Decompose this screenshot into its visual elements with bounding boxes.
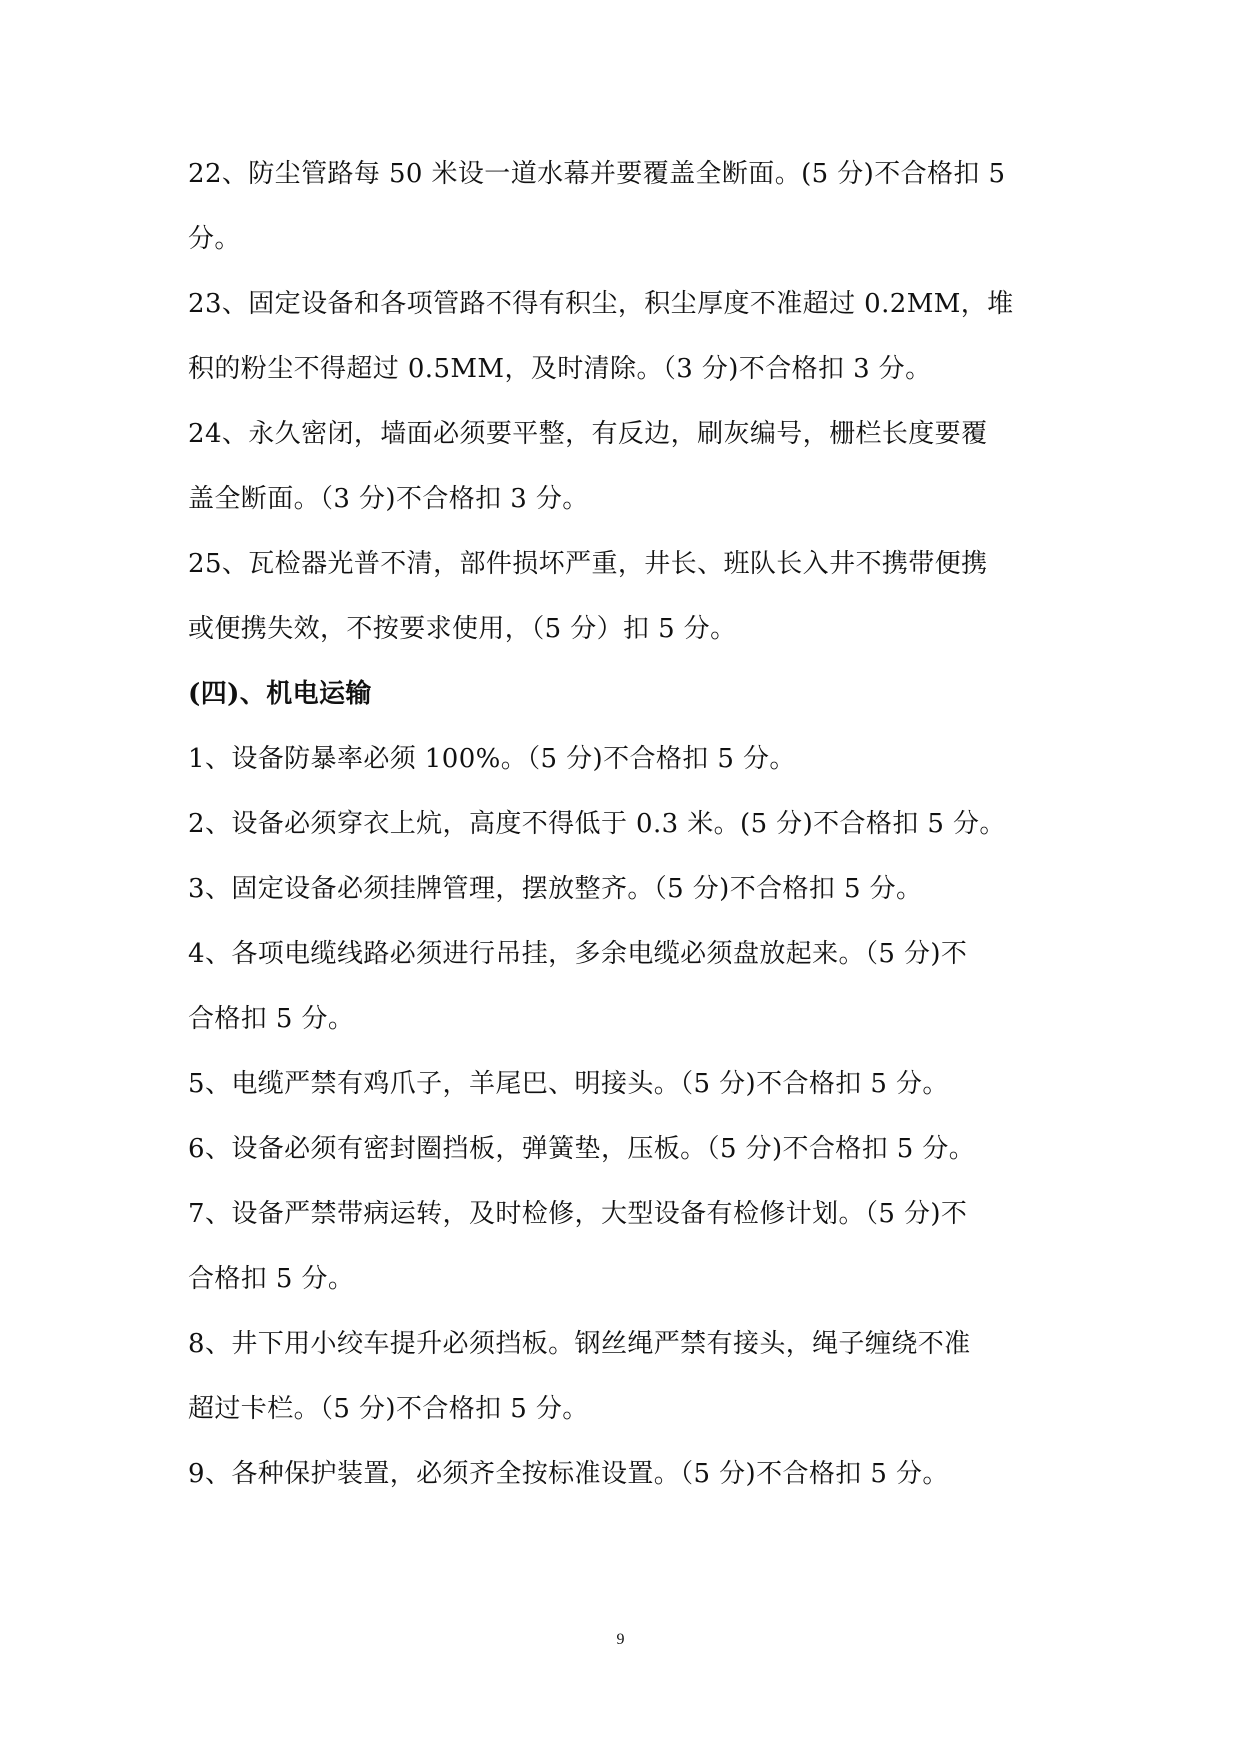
text-line: 2、设备必须穿衣上炕，高度不得低于 0.3 米。(5 分)不合格扣 5 分。 xyxy=(188,809,1006,839)
text-line: 盖全断面。（3 分)不合格扣 3 分。 xyxy=(188,484,589,514)
text-line: 7、设备严禁带病运转，及时检修，大型设备有检修计划。（5 分)不 xyxy=(188,1199,968,1229)
text-line: 23、固定设备和各项管路不得有积尘，积尘厚度不准超过 0.2MM，堆 xyxy=(188,289,1014,319)
text-line: 5、电缆严禁有鸡爪子，羊尾巴、明接头。（5 分)不合格扣 5 分。 xyxy=(188,1069,949,1099)
section-heading: (四)、机电运输 xyxy=(188,679,372,709)
text-line: 合格扣 5 分。 xyxy=(188,1004,355,1034)
text-line: 22、防尘管路每 50 米设一道水幕并要覆盖全断面。(5 分)不合格扣 5 xyxy=(188,159,1006,189)
text-line: 25、瓦检器光普不清，部件损坏严重，井长、班队长入井不携带便携 xyxy=(188,549,988,579)
text-line: 6、设备必须有密封圈挡板，弹簧垫，压板。（5 分)不合格扣 5 分。 xyxy=(188,1134,976,1164)
text-line: 4、各项电缆线路必须进行吊挂，多余电缆必须盘放起来。（5 分)不 xyxy=(188,939,968,969)
text-line: 24、永久密闭，墙面必须要平整，有反边，刷灰编号，栅栏长度要覆 xyxy=(188,419,988,449)
text-line: 9、各种保护装置，必须齐全按标准设置。（5 分)不合格扣 5 分。 xyxy=(188,1459,949,1489)
page-number: 9 xyxy=(616,1631,625,1648)
text-line: 3、固定设备必须挂牌管理，摆放整齐。（5 分)不合格扣 5 分。 xyxy=(188,874,923,904)
document-body xyxy=(188,158,1058,1523)
text-line: 或便携失效，不按要求使用，（5 分）扣 5 分。 xyxy=(188,614,737,644)
text-line: 1、设备防暴率必须 100%。（5 分)不合格扣 5 分。 xyxy=(188,744,796,774)
text-line: 积的粉尘不得超过 0.5MM，及时清除。（3 分)不合格扣 3 分。 xyxy=(188,354,932,384)
text-line: 合格扣 5 分。 xyxy=(188,1264,355,1294)
text-line: 分。 xyxy=(188,224,241,254)
text-line: 超过卡栏。（5 分)不合格扣 5 分。 xyxy=(188,1394,589,1424)
text-line: 8、井下用小绞车提升必须挡板。钢丝绳严禁有接头，绳子缠绕不准 xyxy=(188,1329,971,1359)
